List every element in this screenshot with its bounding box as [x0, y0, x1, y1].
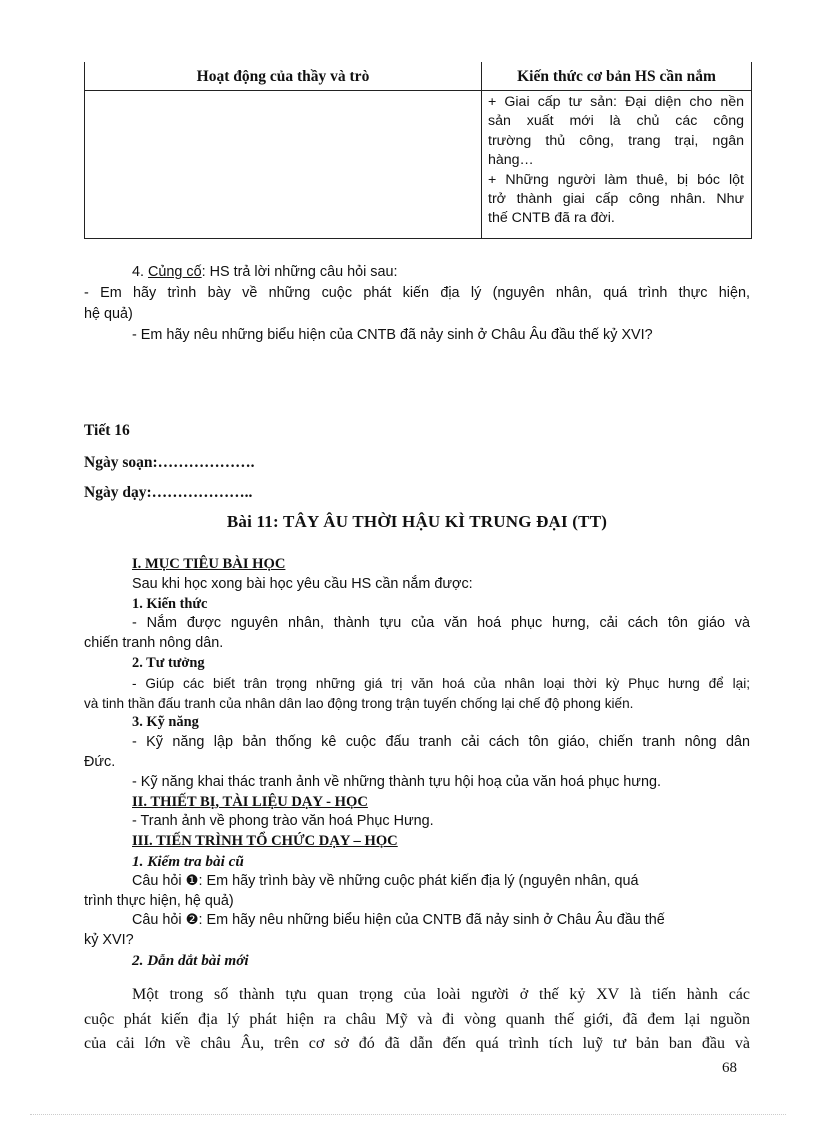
intro-heading: 2. Dẫn dắt bài mới — [132, 951, 249, 969]
table-header-knowledge: Kiến thức cơ bản HS cần nắm — [517, 68, 716, 85]
consolidation-section — [84, 262, 750, 346]
check-question-1-cont: trình thực hiện, hệ quả) — [84, 892, 234, 909]
consolidation-question-2: - Em hãy nêu những biểu hiện của CNTB đã nảy sinh ở Châu Âu đầu thế kỷ XVI? — [132, 327, 653, 343]
consolidation-question-1: - Em hãy trình bày về những cuộc phát kiến địa lý (nguyên nhân, quá trình thực hiện, — [84, 285, 750, 301]
skills-heading: 3. Kỹ năng — [132, 714, 199, 731]
intro-line: của cải lớn về châu Âu, trên cơ sở đó đã dẫn đến quá trình tích luỹ tư bản ban đầu và — [84, 1035, 750, 1053]
knowledge-line: trở thành giai cấp công nhân. Như — [488, 191, 744, 208]
lesson-introduction — [84, 983, 750, 1057]
equipment-text: - Tranh ảnh về phong trào văn hoá Phục Hưng. — [132, 813, 434, 830]
table-knowledge-cell — [488, 93, 744, 229]
check-question-1-label: Câu hỏi ❶ — [132, 872, 199, 889]
thought-text-cont: và tinh thần đấu tranh của nhân dân lao động trong trận tuyến chống lại chế độ phong kiến. — [84, 695, 634, 711]
process-heading: III. TIẾN TRÌNH TỔ CHỨC DẠY – HỌC — [132, 833, 398, 850]
prep-date: Ngày soạn:………………. — [84, 454, 255, 471]
check-heading: 1. Kiểm tra bài cũ — [132, 852, 244, 870]
check-question-2-text: : Em hãy nêu những biểu hiện của CNTB đã nảy sinh ở Châu Âu đầu thế — [198, 912, 665, 929]
consolidation-question-1-cont: hệ quả) — [84, 306, 133, 322]
equipment-heading: II. THIẾT BỊ, TÀI LIỆU DẠY - HỌC — [132, 793, 368, 810]
table-column-divider — [481, 62, 482, 238]
lesson-period: Tiết 16 — [84, 422, 130, 439]
skills-text-1-cont: Đức. — [84, 753, 116, 770]
thought-text: - Giúp các biết trân trọng những giá trị văn hoá của nhân loại thời kỳ Phục hưng để lại; — [132, 675, 750, 691]
skills-text-1: - Kỹ năng lập bản thống kê cuộc đấu tranh cải cách tôn giáo, chiến tranh nông dân — [132, 734, 750, 751]
skills-text-2: - Kỹ năng khai thác tranh ảnh về những thành tựu hội hoạ của văn hoá phục hưng. — [132, 773, 661, 790]
page-bottom-rule — [30, 1114, 786, 1115]
check-question-2 — [84, 911, 750, 931]
lesson-title: Bài 11: TÂY ÂU THỜI HẬU KÌ TRUNG ĐẠI (TT) — [226, 512, 608, 531]
consolidation-intro — [84, 262, 750, 283]
objectives-intro: Sau khi học xong bài học yêu cầu HS cần nắm được: — [132, 575, 473, 592]
objectives-heading: I. MỤC TIÊU BÀI HỌC — [132, 556, 286, 572]
knowledge-line: + Giai cấp tư sản: Đại diện cho nền — [488, 94, 744, 110]
lesson-table — [84, 62, 752, 239]
knowledge-line: + Những người làm thuê, bị bóc lột — [488, 171, 744, 188]
table-header-activities: Hoạt động của thầy và trò — [196, 68, 370, 85]
intro-line: cuộc phát kiến địa lý phát hiện ra châu Mỹ và đi vòng quanh thế giới, đã đem lại nguồn — [84, 1010, 750, 1028]
consolidation-intro-text: : HS trả lời những câu hỏi sau: — [201, 264, 398, 280]
knowledge-line: hàng… — [488, 152, 534, 169]
intro-line: Một trong số thành tựu quan trọng của loài người ở thế kỷ XV là tiến hành các — [132, 986, 750, 1003]
check-question-2-label: Câu hỏi ❷ — [132, 912, 199, 929]
thought-heading: 2. Tư tưởng — [132, 654, 205, 671]
check-question-1-text: : Em hãy trình bày về những cuộc phát kiến địa lý (nguyên nhân, quá — [198, 872, 639, 889]
knowledge-text: - Nắm được nguyên nhân, thành tựu của văn hoá phục hưng, cải cách tôn giáo và — [132, 615, 750, 632]
knowledge-line: sản xuất mới là chủ các công — [488, 113, 744, 130]
knowledge-line: trường thủ công, trang trại, ngân — [488, 132, 744, 149]
teach-date: Ngày dạy:……………….. — [84, 484, 253, 501]
consolidation-number: 4. — [132, 264, 145, 280]
knowledge-heading: 1. Kiến thức — [132, 595, 208, 612]
lesson-body — [84, 555, 750, 971]
knowledge-line: thế CNTB đã ra đời. — [488, 210, 615, 227]
check-question-1 — [84, 872, 750, 892]
check-question-2-cont: kỷ XVI? — [84, 932, 134, 949]
table-header-rule — [85, 90, 751, 91]
knowledge-text-cont: chiến tranh nông dân. — [84, 635, 224, 652]
page-number: 68 — [722, 1060, 737, 1076]
consolidation-label: Củng cố — [148, 264, 202, 280]
